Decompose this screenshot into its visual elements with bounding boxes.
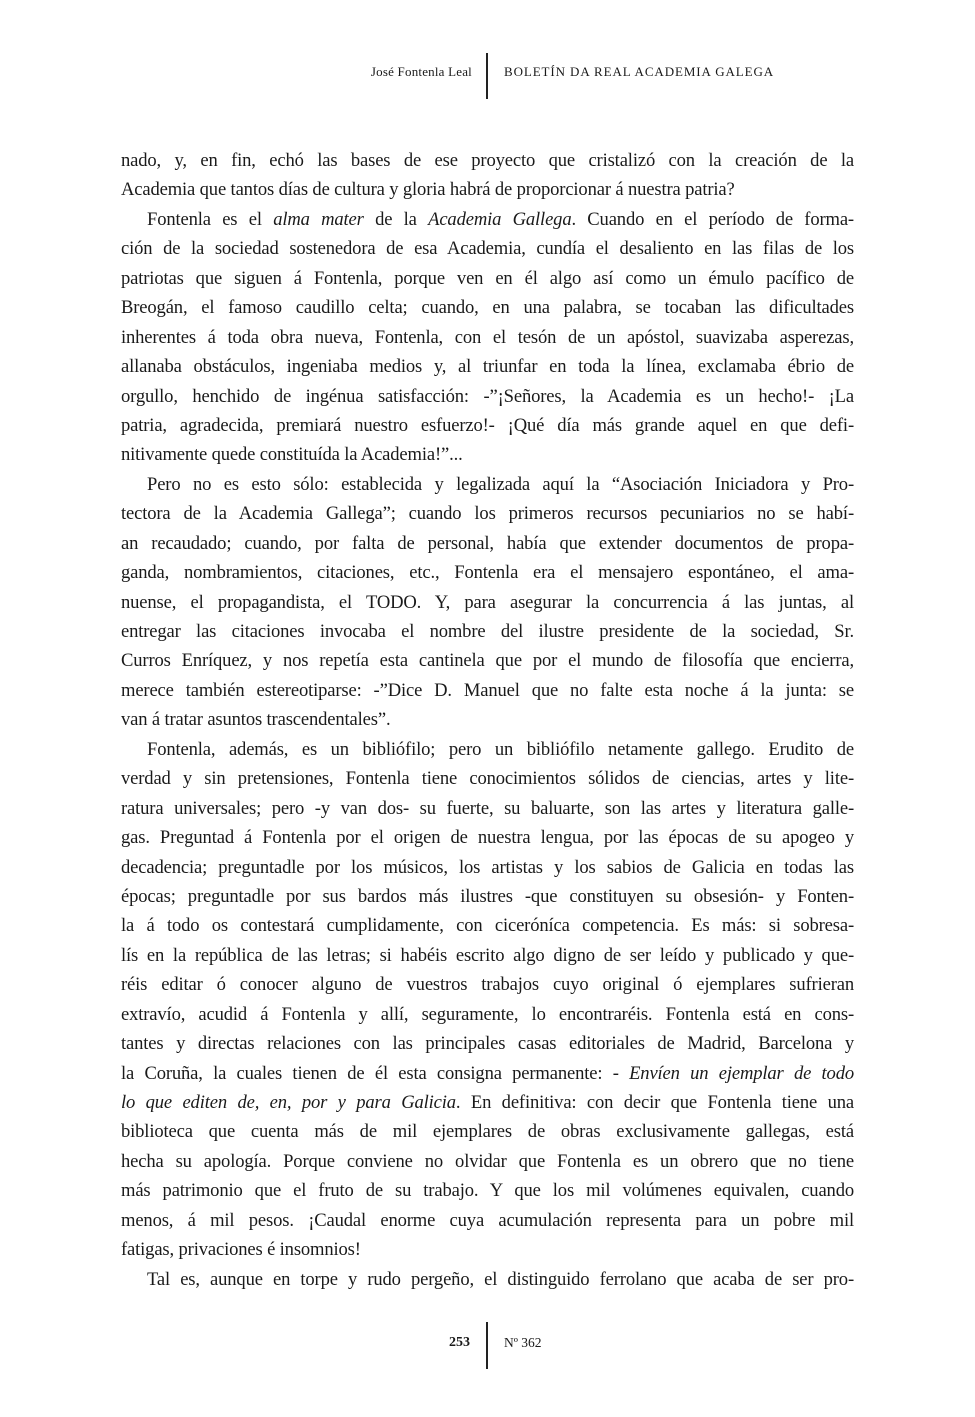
text-line: épocas; preguntadle por sus bardos más ilustres -que constituyen su obsesión- y Fonten- — [121, 885, 854, 907]
text-line: hecha su apología. Porque conviene no olvidar que Fontenla es un obrero que no tiene — [121, 1150, 854, 1172]
text-line: verdad y sin pretensiones, Fontenla tiene conocimientos sólidos de ciencias, artes y lite- — [121, 768, 854, 790]
paragraph — [121, 146, 854, 205]
text-line: Breogán, el famoso caudillo celta; cuando, en una palabra, se tocaban las dificultades — [121, 297, 854, 319]
text-line: Fontenla, además, es un bibliófilo; pero un bibliófilo netamente gallego. Erudito de — [147, 738, 854, 760]
text-line: allanaba obstáculos, ingeniaba medios y, al triunfar en toda la línea, exclamaba ébrio de — [121, 356, 854, 378]
text-line: lo que editen de, en, por y para Galicia. En definitiva: con decir que Fontenla tiene una — [121, 1092, 854, 1113]
text-line: ción de la sociedad sostenedora de esa Academia, cundía el desaliento en las filas de los — [121, 238, 854, 260]
running-header — [0, 53, 975, 99]
text-line: lís en la república de las letras; si habéis escrito algo digno de ser leído y publicado y que- — [121, 944, 854, 966]
text-line: menos, á mil pesos. ¡Caudal enorme cuya acumulación representa para un pobre mil — [121, 1209, 854, 1231]
text-line: ganda, nombramientos, citaciones, etc., Fontenla era el mensajero espontáneo, el ama- — [121, 562, 854, 584]
text-line: Academia que tantos días de cultura y gloria habrá de proporcionar á nuestra patria? — [121, 179, 735, 201]
text-line: fatigas, privaciones é insomnios! — [121, 1239, 361, 1261]
paragraph — [121, 205, 854, 470]
text-line: orgullo, henchido de ingénua satisfacción: -”¡Señores, la Academia es un hecho!- ¡La — [121, 385, 854, 407]
text-line: Fontenla es el alma mater de la Academia Gallega. Cuando en el período de forma- — [147, 208, 854, 230]
header-journal-title: BOLETÍN DA REAL ACADEMIA GALEGA — [504, 64, 775, 79]
text-line: an recaudado; cuando, por falta de personal, había que extender documentos de propa- — [121, 532, 854, 554]
body-text — [121, 146, 854, 1294]
text-line: la á todo os contestará cumplidamente, con ciceróníca competencia. Es más: si sobresa- — [121, 915, 854, 937]
paragraph — [121, 1265, 854, 1294]
header-author: José Fontenla Leal — [370, 64, 472, 79]
issue-number: Nº 362 — [504, 1335, 542, 1350]
text-line: patriotas que siguen á Fontenla, porque ven en él algo así como un émulo pacífico de — [121, 267, 854, 289]
text-line: gas. Preguntad á Fontenla por el origen de nuestra lengua, por las épocas de su apogeo y — [121, 827, 854, 849]
footer-divider — [486, 1322, 488, 1369]
page-number: 253 — [449, 1335, 470, 1350]
text-line: nuense, el propagandista, el TODO. Y, para asegurar la concurrencia á las juntas, al — [121, 591, 854, 613]
text-line: más patrimonio que el fruto de su trabajo. Y que los mil volúmenes equivalen, cuando — [121, 1180, 854, 1202]
text-line: merece también estereotiparse: -”Dice D. Manuel que no falte esta noche á la junta: se — [121, 679, 854, 701]
italic-text: lo que editen de, en, por y para Galicia — [121, 1092, 456, 1113]
text-line: la Coruña, la cuales tienen de él esta consigna permanente: - Envíen un ejemplar de todo — [121, 1062, 854, 1084]
text-line: inherentes á toda obra nueva, Fontenla, con el tesón de un apóstol, suavizaba asperezas, — [121, 326, 854, 348]
text-line: nitivamente quede constituída la Academia!”... — [121, 444, 463, 466]
text-line: decadencia; preguntadle por los músicos, los artistas y los sabios de Galicia en todas las — [121, 856, 854, 878]
text-line: tantes y directas relaciones con las principales casas editoriales de Madrid, Barcelona y — [121, 1033, 854, 1055]
page-footer — [0, 1322, 975, 1369]
text-line: van á tratar asuntos trascendentales”. — [121, 709, 391, 731]
text-line: Pero no es esto sólo: establecida y legalizada aquí la “Asociación Iniciadora y Pro- — [147, 473, 854, 495]
text-line: Tal es, aunque en torpe y rudo pergeño, el distinguido ferrolano que acaba de ser pro- — [147, 1268, 854, 1290]
header-divider — [486, 53, 488, 99]
text-line: patria, agradecida, premiará nuestro esfuerzo!- ¡Qué día más grande aquel en que defi- — [121, 414, 854, 436]
text-line: entregar las citaciones invocaba el nombre del ilustre presidente de la sociedad, Sr. — [121, 621, 854, 642]
paragraph — [121, 735, 854, 1265]
text-line: Curros Enríquez, y nos repetía esta cantinela que por el mundo de filosofía que encierra, — [121, 650, 854, 672]
text-line: tectora de la Academia Gallega”; cuando los primeros recursos pecuniarios no se habí- — [121, 503, 854, 525]
text-line: ratura universales; pero -y van dos- su fuerte, su baluarte, son las artes y literatura galle- — [121, 797, 854, 819]
italic-text: - Envíen un ejemplar de todo — [612, 1062, 854, 1084]
italic-text: Academia Gallega — [428, 208, 572, 230]
text-line: réis editar ó conocer alguno de vuestros trabajos cuyo original ó ejemplares sufrieran — [121, 974, 854, 996]
italic-text: alma mater — [273, 208, 364, 230]
text-line: extravío, acudid á Fontenla y allí, seguramente, lo encontraréis. Fontenla está en cons- — [121, 1003, 854, 1025]
paragraph — [121, 470, 854, 735]
text-line: biblioteca que cuenta más de mil ejemplares de obras exclusivamente gallegas, está — [121, 1121, 854, 1143]
text-line: nado, y, en fin, echó las bases de ese proyecto que cristalizó con la creación de la — [121, 150, 854, 171]
